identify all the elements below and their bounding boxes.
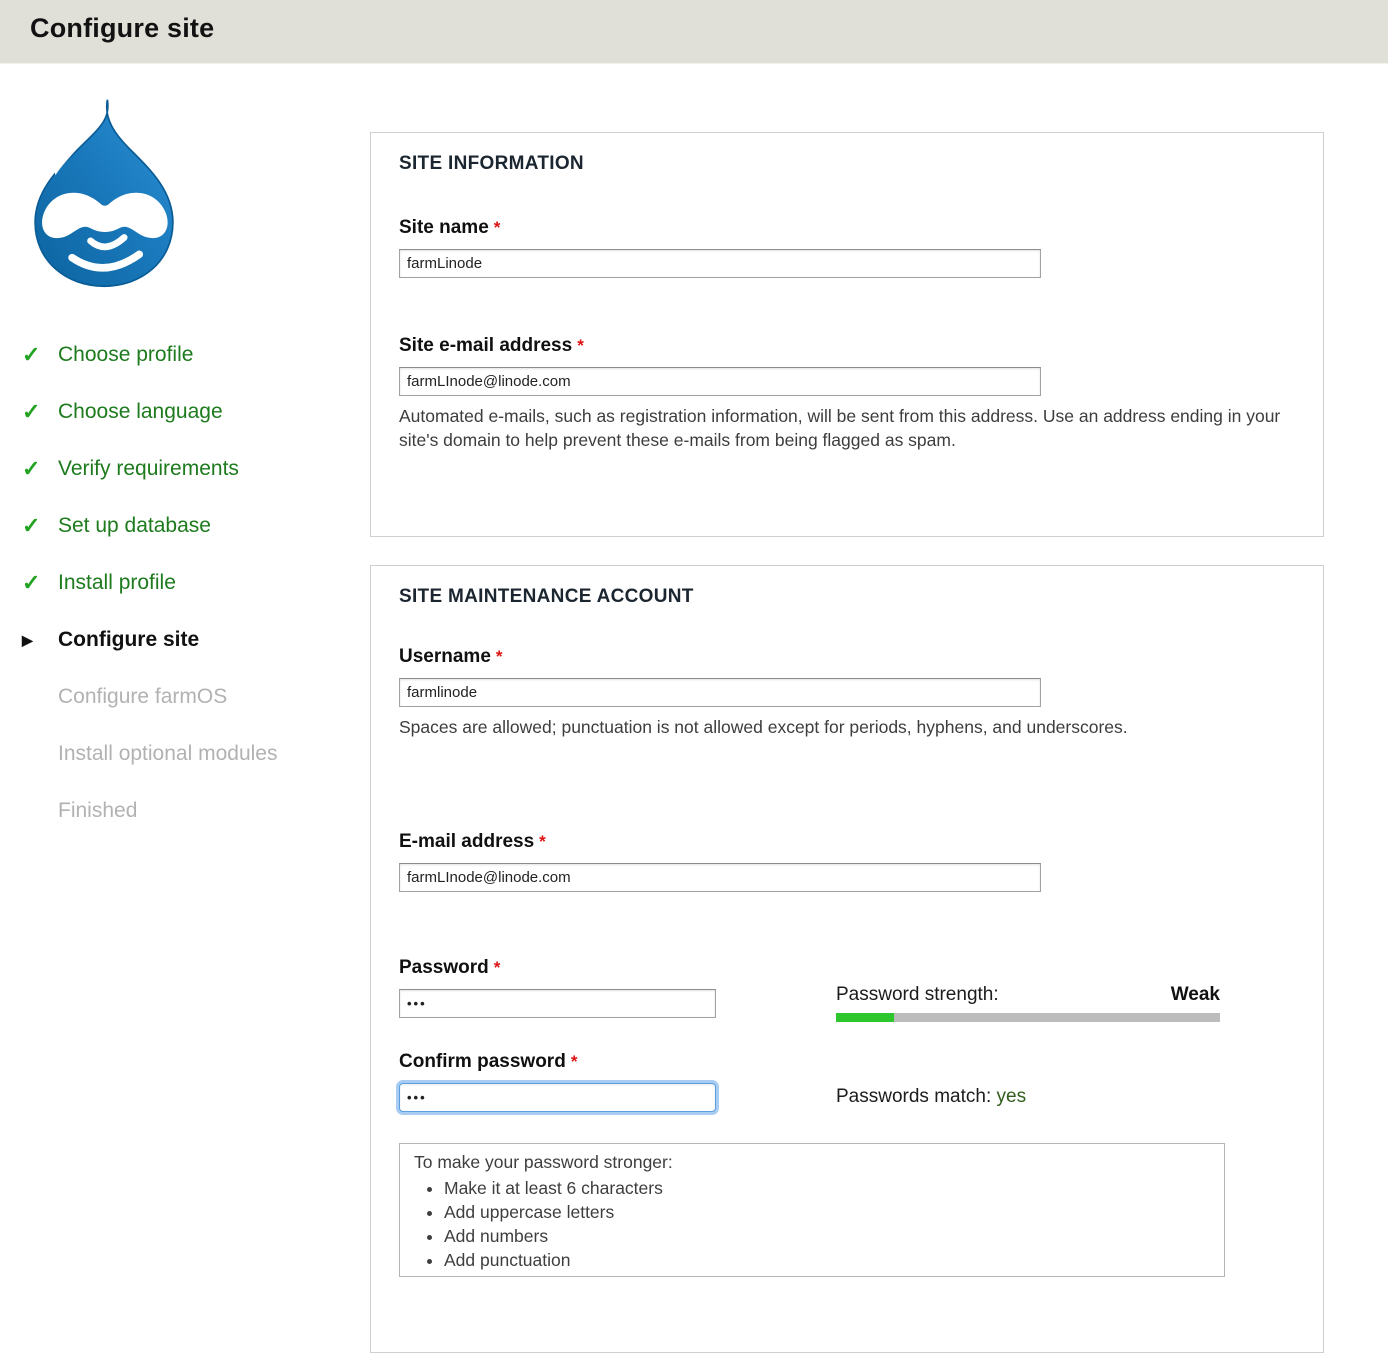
password-suggestions-title: To make your password stronger: [414, 1152, 673, 1172]
site-email-description: Automated e-mails, such as registration information, will be sent from this address. Use an address ending in your site's domain to help prevent these e-mails from being flagged as spam. [399, 406, 1281, 450]
step-set-up-database [22, 513, 362, 539]
drupal-logo [20, 94, 188, 292]
required-asterisk: * [570, 1052, 578, 1071]
username-input[interactable] [399, 678, 1041, 707]
step-choose-profile [22, 342, 362, 368]
step-choose-language [22, 399, 362, 425]
step-label: Configure site [58, 628, 200, 651]
label-text: Site name [399, 217, 489, 238]
step-install-profile [22, 570, 362, 596]
step-label: Verify requirements [58, 457, 239, 480]
password-strength-indicator [836, 984, 1220, 1022]
check-icon: ✓ [22, 456, 41, 481]
site-email-input[interactable] [399, 367, 1041, 396]
account-email-label [399, 831, 546, 853]
site-maintenance-account-fieldset [370, 565, 1324, 1353]
password-suggestion-item: • Make it at least 6 characters [444, 1176, 1210, 1200]
site-email-label [399, 335, 584, 357]
label-text: Confirm password [399, 1051, 566, 1072]
step-label: Install profile [58, 571, 176, 594]
label-text: Password [399, 957, 489, 978]
step-label: Choose language [58, 400, 223, 423]
password-suggestion-item: • Add uppercase letters [444, 1200, 1210, 1224]
step-configure-site-current [22, 627, 362, 653]
step-verify-requirements [22, 456, 362, 482]
username-label [399, 646, 503, 668]
password-suggestion-item: • Add numbers [444, 1224, 1210, 1248]
required-asterisk: * [577, 336, 584, 355]
site-information-heading: SITE INFORMATION [399, 153, 584, 174]
password-strength-level: Weak [1170, 984, 1220, 1005]
page-header [0, 0, 1388, 64]
password-label [399, 957, 500, 979]
check-icon: ✓ [22, 513, 41, 538]
step-install-optional-modules [22, 741, 362, 767]
confirm-password-label [399, 1051, 577, 1073]
label-text: E-mail address [399, 831, 535, 852]
check-icon: ✓ [22, 399, 41, 424]
password-strength-fill [836, 1013, 894, 1022]
check-icon: ✓ [22, 342, 41, 367]
site-name-label [399, 217, 500, 239]
step-label: Set up database [58, 514, 211, 537]
step-configure-farmos [22, 684, 362, 710]
password-strength-track [836, 1013, 1220, 1022]
required-asterisk: * [539, 832, 546, 851]
check-icon: ✓ [22, 570, 41, 595]
step-finished [22, 798, 362, 824]
current-step-arrow-icon: ▶ [22, 631, 33, 648]
label-text: Username [399, 646, 491, 667]
site-name-input[interactable] [399, 249, 1041, 278]
required-asterisk: * [493, 218, 501, 237]
step-label: Choose profile [58, 343, 194, 366]
required-asterisk: * [493, 958, 501, 977]
passwords-match-status [836, 1086, 1026, 1108]
druplicon-icon [20, 94, 188, 292]
step-label: Configure farmOS [58, 685, 228, 708]
username-description: Spaces are allowed; punctuation is not allowed except for periods, hyphens, and underscores. [399, 717, 1128, 737]
password-suggestions-box [399, 1143, 1225, 1277]
label-text: Site e-mail address [399, 335, 573, 356]
password-suggestion-item: • Add punctuation [444, 1248, 1210, 1272]
step-label: Finished [58, 799, 138, 822]
step-label: Install optional modules [58, 742, 278, 765]
account-email-input[interactable] [399, 863, 1041, 892]
confirm-password-input[interactable] [399, 1083, 716, 1112]
passwords-match-value: yes [996, 1086, 1027, 1107]
password-suggestions-list [444, 1176, 1210, 1272]
password-strength-label: Password strength: [836, 984, 999, 1005]
required-asterisk: * [495, 647, 503, 666]
page-title: Configure site [30, 13, 215, 43]
site-information-fieldset [370, 132, 1324, 537]
passwords-match-label: Passwords match: [836, 1086, 992, 1107]
installer-task-list [22, 342, 362, 855]
password-input[interactable] [399, 989, 716, 1018]
site-maintenance-account-heading: SITE MAINTENANCE ACCOUNT [399, 586, 694, 607]
